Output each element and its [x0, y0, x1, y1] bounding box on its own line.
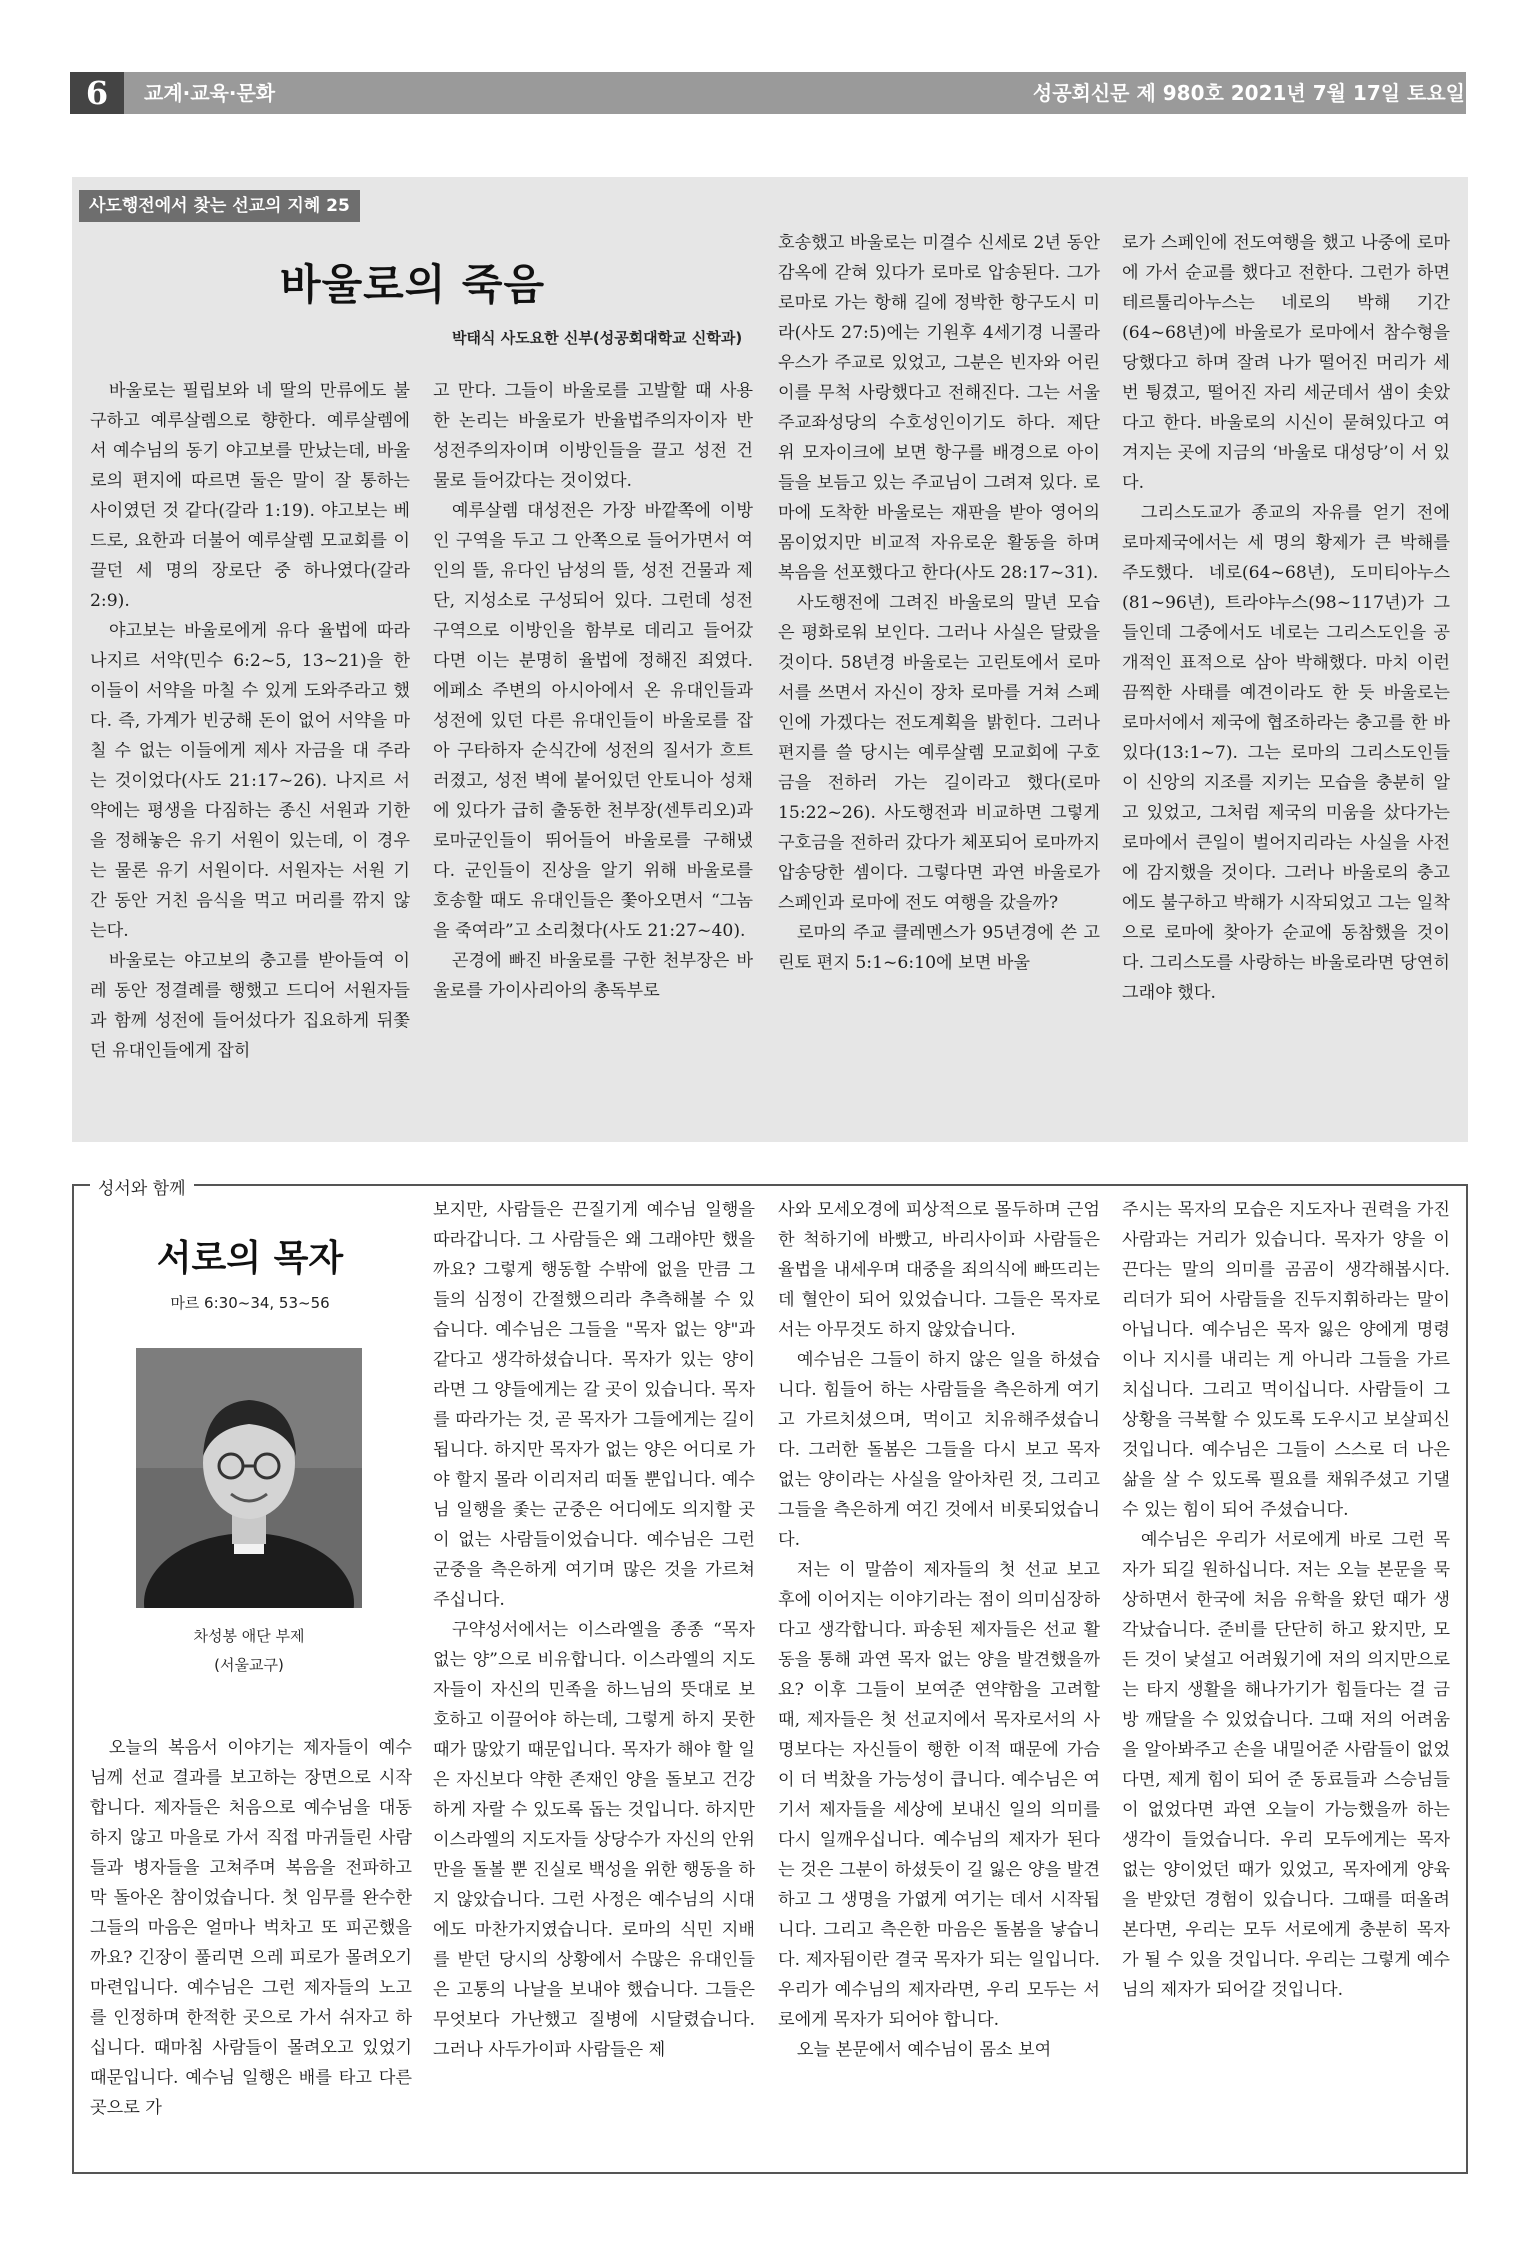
paragraph: 보지만, 사람들은 끈질기게 예수님 일행을 따라갑니다. 그 사람들은 왜 그래야만 했을까요? 그렇게 행동할 수밖에 없을 만큼 그들의 심정이 간절했으리라 추측해볼 수 있습니다. 예수님은 그들을 "목자 없는 양"과 같다고 생각하셨습니다. 목자가 있는 양이라면 그 양들에게는 갈 곳이 있습니다. 목자를 따라가는 것, 곧 목자가 그들에게는 길이 됩니다. 하지만 목자가 없는 양은 어디로 가야 할지 몰라 이리저리 떠돌 뿐입니다. 예수님 일행을 좇는 군중은 어디에도 의지할 곳이 없는 사람들이었습니다. 예수님은 그런 군중을 측은하게 여기며 많은 것을 가르쳐주십니다.	[433, 1200, 755, 1610]
paragraph: 오늘 본문에서 예수님이 몸소 보여	[796, 2040, 1052, 2060]
top-article-column-2	[433, 376, 753, 1116]
section-name: 교계·교육·문화	[144, 81, 276, 105]
photo-caption-org: (서울교구)	[214, 1656, 284, 1674]
paragraph: 야고보는 바울로에게 유다 율법에 따라 나지르 서약(민수 6:2~5, 13~21)을 한 이들이 서약을 마칠 수 있게 도와주라고 했다. 즉, 가계가 빈궁해 돈이 없어 서약을 마칠 수 없는 이들에게 제사 자금을 대 주라는 것이었다(사도 21:17~26). 나지르 서약에는 평생을 다짐하는 종신 서원과 기한을 정해놓은 유기 서원이 있는데, 이 경우는 물론 유기 서원이다. 서원자는 서원 기간 동안 거친 음식을 먹고 머리를 깎지 않는다.	[90, 621, 410, 941]
bottom-article-column-4	[1122, 1195, 1450, 2155]
top-article-column-4	[1122, 228, 1450, 1118]
paragraph: 예수님은 우리가 서로에게 바로 그런 목자가 되길 원하십니다. 저는 오늘 본문을 묵상하면서 한국에 처음 유학을 왔던 때가 생각났습니다. 준비를 단단히 하고 왔지만, 모든 것이 낯설고 어려웠기에 저의 의지만으로는 타지 생활을 해나가기가 힘들다는 걸 금방 깨달을 수 있었습니다. 그때 저의 어려움을 알아봐주고 손을 내밀어준 사람들이 없었다면, 제게 힘이 되어 준 동료들과 스승님들이 없었다면 과연 오늘이 가능했을까 하는 생각이 들었습니다. 우리 모두에게는 목자 없는 양이었던 때가 있었고, 목자에게 양육을 받았던 경험이 있습니다. 그때를 떠올려본다면, 우리는 모두 서로에게 충분히 목자가 될 수 있을 것입니다. 우리는 그렇게 예수님의 제자가 되어갈 것입니다.	[1122, 1530, 1450, 2000]
bottom-article-title: 서로의 목자	[156, 1237, 344, 1279]
newspaper-issue-info: 성공회신문 제 980호 2021년 7월 17일 토요일	[1032, 81, 1465, 105]
paragraph: 바울로는 필립보와 네 딸의 만류에도 불구하고 예루살렘으로 향한다. 예루살렘에서 예수님의 동기 야고보를 만났는데, 바울로의 편지에 따르면 둘은 말이 잘 통하는 사이였던 것 같다(갈라 1:19). 야고보는 베드로, 요한과 더불어 예루살렘 모교회를 이끌던 세 명의 장로단 중 하나였다(갈라 2:9).	[90, 381, 410, 611]
photo-caption-name: 차성봉 애단 부제	[193, 1627, 305, 1645]
paragraph: 예루살렘 대성전은 가장 바깥쪽에 이방인 구역을 두고 그 안쪽으로 들어가면서 여인의 뜰, 유다인 남성의 뜰, 성전 건물과 제단, 지성소로 구성되어 있다. 그런데 성전 구역으로 이방인을 함부로 데리고 들어갔다면 이는 분명히 율법에 정해진 죄였다. 에페소 주변의 아시아에서 온 유대인들과 성전에 있던 다른 유대인들이 바울로를 잡아 구타하자 순식간에 성전의 질서가 흐트러졌고, 성전 벽에 붙어있던 안토니아 성채에 있다가 급히 출동한 천부장(센투리오)과 로마군인들이 뛰어들어 바울로를 구해냈다. 군인들이 진상을 알기 위해 바울로를 호송할 때도 유대인들은 쫓아오면서 “그놈을 죽여라”고 소리쳤다(사도 21:27~40).	[433, 501, 753, 941]
paragraph: 구약성서에서는 이스라엘을 종종 “목자 없는 양”으로 비유합니다. 이스라엘의 지도자들이 자신의 민족을 하느님의 뜻대로 보호하고 이끌어야 하는데, 그렇게 하지 못한 때가 많았기 때문입니다. 목자가 해야 할 일은 자신보다 약한 존재인 양을 돌보고 건강하게 자랄 수 있도록 돕는 것입니다. 하지만 이스라엘의 지도자들 상당수가 자신의 안위만을 돌볼 뿐 진실로 백성을 위한 행동을 하지 않았습니다. 그런 사정은 예수님의 시대에도 마찬가지였습니다. 로마의 식민 지배를 받던 당시의 상황에서 수많은 유대인들은 고통의 나날을 보내야 했습니다. 그들은 무엇보다 가난했고 질병에 시달렸습니다. 그러나 사두가이파 사람들은 제	[433, 1620, 755, 2060]
paragraph: 로마의 주교 클레멘스가 95년경에 쓴 고린토 편지 5:1~6:10에 보면 바울	[778, 923, 1100, 973]
author-portrait-image	[136, 1348, 362, 1608]
paragraph: 호송했고 바울로는 미결수 신세로 2년 동안 감옥에 갇혀 있다가 로마로 압송된다. 그가 로마로 가는 항해 길에 정박한 항구도시 미라(사도 27:5)에는 기원후 4세기경 니콜라우스가 주교로 있었고, 그분은 빈자와 어린이를 무척 사랑했다고 전해진다. 그는 서울 주교좌성당의 수호성인이기도 하다. 제단 위 모자이크에 보면 항구를 배경으로 아이들을 보듬고 있는 주교님이 그려져 있다. 로마에 도착한 바울로는 재판을 받아 영어의 몸이었지만 비교적 자유로운 활동을 하며 복음을 선포했다고 한다(사도 28:17~31).	[778, 233, 1100, 583]
top-article-column-3	[778, 228, 1100, 1118]
paragraph: 바울로는 야고보의 충고를 받아들여 이레 동안 정결례를 행했고 드디어 서원자들과 함께 성전에 들어섰다가 집요하게 뒤쫓던 유대인들에게 잡히	[90, 951, 410, 1061]
paragraph: 저는 이 말씀이 제자들의 첫 선교 보고 후에 이어지는 이야기라는 점이 의미심장하다고 생각합니다. 파송된 제자들은 선교 활동을 통해 과연 목자 없는 양을 발견했을까요? 이후 그들이 보여준 연약함을 고려할 때, 제자들은 첫 선교지에서 목자로서의 사명보다는 자신들이 행한 이적 때문에 가슴이 더 벅찼을 가능성이 큽니다. 예수님은 여기서 제자들을 세상에 보내신 일의 의미를 다시 일깨우십니다. 예수님의 제자가 된다는 것은 그분이 하셨듯이 길 잃은 양을 발견하고 그 생명을 가엾게 여기는 데서 시작됩니다. 그리고 측은한 마음은 돌봄을 낳습니다. 제자됨이란 결국 목자가 되는 일입니다. 우리가 예수님의 제자라면, 우리 모두는 서로에게 목자가 되어야 합니다.	[778, 1560, 1100, 2030]
paragraph: 사도행전에 그려진 바울로의 말년 모습은 평화로워 보인다. 그러나 사실은 달랐을 것이다. 58년경 바울로는 고린토에서 로마서를 쓰면서 자신이 장차 로마를 거쳐 스페인에 가겠다는 전도계획을 밝힌다. 그러나 편지를 쓸 당시는 예루살렘 모교회에 구호금을 전하러 가는 길이라고 했다(로마 15:22~26). 사도행전과 비교하면 그렇게 구호금을 전하러 갔다가 체포되어 로마까지 압송당한 셈이다. 그렇다면 과연 바울로가 스페인과 로마에 전도 여행을 갔을까?	[778, 593, 1100, 913]
paragraph: 오늘의 복음서 이야기는 제자들이 예수님께 선교 결과를 보고하는 장면으로 시작합니다. 제자들은 처음으로 예수님을 대동하지 않고 마을로 가서 직접 마귀들린 사람들과 병자들을 고쳐주며 복음을 전파하고 막 돌아온 참이었습니다. 첫 임무를 완수한 그들의 마음은 얼마나 벅차고 또 피곤했을까요? 긴장이 풀리면 으레 피로가 몰려오기 마련입니다. 예수님은 그런 제자들의 노고를 인정하며 한적한 곳으로 가서 쉬자고 하십니다. 때마침 사람들이 몰려오고 있었기 때문입니다. 예수님 일행은 배를 타고 다른 곳으로 가	[90, 1738, 412, 2118]
top-article-column-1	[90, 376, 410, 1116]
paragraph: 그리스도교가 종교의 자유를 얻기 전에 로마제국에서는 세 명의 황제가 큰 박해를 주도했다. 네로(64~68년), 도미티아누스(81~96년), 트라야누스(98~117년)가 그들인데 그중에서도 네로는 그리스도인을 공개적인 표적으로 삼아 박해했다. 마치 이런 끔찍한 사태를 예견이라도 한 듯 바울로는 로마서에서 제국에 협조하라는 충고를 한 바 있다(13:1~7). 그는 로마의 그리스도인들이 신앙의 지조를 지키는 모습을 충분히 알고 있었고, 그처럼 제국의 미움을 샀다가는 로마에서 큰일이 벌어지리라는 사실을 사전에 감지했을 것이다. 그러나 바울로의 충고에도 불구하고 박해가 시작되었고 그는 일착으로 로마에 찾아가 순교에 동참했을 것이다. 그리스도를 사랑하는 바울로라면 당연히 그래야 했다.	[1122, 503, 1450, 1003]
paragraph: 사와 모세오경에 피상적으로 몰두하며 근엄한 척하기에 바빴고, 바리사이파 사람들은 율법을 내세우며 대중을 죄의식에 빠뜨리는 데 혈안이 되어 있었습니다. 그들은 목자로서는 아무것도 하지 않았습니다.	[778, 1200, 1100, 1340]
paragraph: 예수님은 그들이 하지 않은 일을 하셨습니다. 힘들어 하는 사람들을 측은하게 여기고 가르치셨으며, 먹이고 치유해주셨습니다. 그러한 돌봄은 그들을 다시 보고 목자 없는 양이라는 사실을 알아차린 것, 그리고 그들을 측은하게 여긴 것에서 비롯되었습니다.	[778, 1350, 1100, 1550]
top-article-byline: 박태식 사도요한 신부(성공회대학교 신학과)	[452, 329, 743, 347]
scripture-reference: 마르 6:30~34, 53~56	[170, 1294, 330, 1312]
series-tag: 사도행전에서 찾는 선교의 지혜 25	[79, 190, 360, 222]
bottom-article-label: 성서와 함께	[90, 1174, 194, 1199]
top-article-title: 바울로의 죽음	[280, 260, 546, 309]
bottom-article-column-2	[433, 1195, 755, 2155]
bottom-article-column-3	[778, 1195, 1100, 2155]
page-number: 6	[70, 72, 124, 114]
paragraph: 로가 스페인에 전도여행을 했고 나중에 로마에 가서 순교를 했다고 전한다. 그런가 하면 테르툴리아누스는 네로의 박해 기간(64~68년)에 바울로가 로마에서 참수형을 당했다고 하며 잘려 나가 떨어진 머리가 세 번 튕겼고, 떨어진 자리 세군데서 샘이 솟았다고 한다. 바울로의 시신이 묻혀있다고 여겨지는 곳에 지금의 ‘바울로 대성당’이 서 있다.	[1122, 233, 1450, 493]
paragraph: 주시는 목자의 모습은 지도자나 권력을 가진 사람과는 거리가 있습니다. 목자가 양을 이끈다는 말의 의미를 곰곰이 생각해봅시다. 리더가 되어 사람들을 진두지휘하라는 말이 아닙니다. 예수님은 목자 잃은 양에게 명령이나 지시를 내리는 게 아니라 그들을 가르치십니다. 그리고 먹이십니다. 사람들이 그 상황을 극복할 수 있도록 도우시고 보살피신 것입니다. 예수님은 그들이 스스로 더 나은 삶을 살 수 있도록 필요를 채워주셨고 기댈 수 있는 힘이 되어 주셨습니다.	[1122, 1200, 1450, 1520]
paragraph: 곤경에 빠진 바울로를 구한 천부장은 바울로를 가이사리아의 총독부로	[433, 951, 753, 1001]
paragraph: 고 만다. 그들이 바울로를 고발할 때 사용한 논리는 바울로가 반율법주의자이자 반성전주의자이며 이방인들을 끌고 성전 건물로 들어갔다는 것이었다.	[433, 381, 753, 491]
author-photo	[136, 1348, 362, 1608]
bottom-article-column-1	[90, 1733, 412, 2153]
